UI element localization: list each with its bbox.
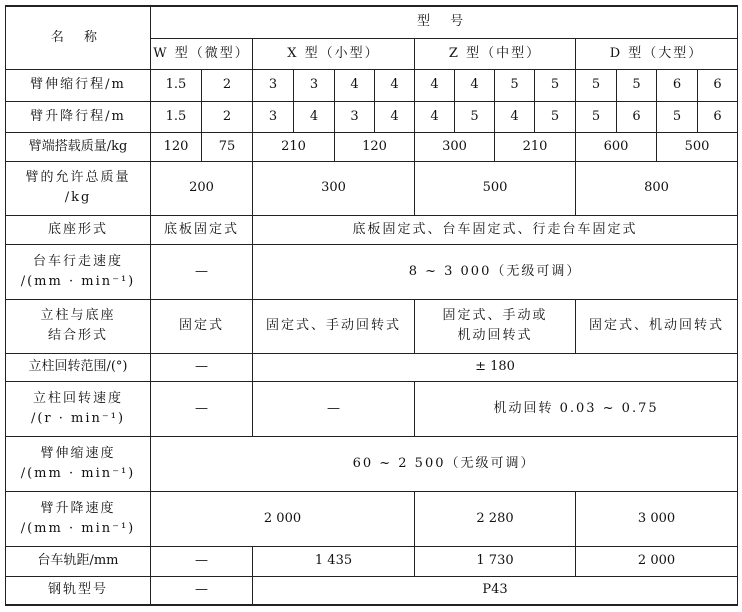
type-z-header: Z 型（中型） [415, 38, 576, 69]
row-label-line: 结合形式 [47, 328, 108, 343]
cell-line: 机动回转式 [457, 328, 533, 343]
row-label-line: 台车行走速度 [32, 253, 123, 269]
row-label: 立柱回转范围/(°) [6, 353, 151, 381]
row-column-speed [6, 381, 738, 436]
table-cell: — [151, 244, 253, 299]
model-header: 型 号 [151, 6, 738, 38]
table-cell: 4 [455, 69, 495, 101]
table-cell: 300 [253, 161, 415, 215]
table-cell: 800 [576, 161, 738, 215]
row-label-line: /(mm · min⁻¹) [20, 273, 136, 289]
table-cell: 210 [253, 132, 335, 161]
row-arm-lift-speed [6, 491, 738, 546]
table-cell: — [151, 576, 253, 605]
table-cell: 2 000 [151, 491, 415, 546]
row-label-line: 臂伸缩速度 [40, 445, 116, 461]
table-cell: 6 [617, 101, 657, 132]
row-label [6, 244, 151, 299]
manipulator-spec-table [5, 5, 738, 606]
row-arm-lift [6, 101, 738, 132]
table-cell: 5 [535, 69, 576, 101]
row-label-line: 立柱回转速度 [32, 390, 123, 406]
row-cart-speed [6, 244, 738, 299]
row-total-load [6, 161, 738, 215]
table-cell: 75 [202, 132, 253, 161]
table-cell: — [151, 353, 253, 381]
table-cell: 210 [495, 132, 576, 161]
name-header: 名 称 [6, 6, 151, 69]
table-cell: 3 [253, 101, 294, 132]
table-cell: 5 [657, 101, 698, 132]
table-cell: 600 [576, 132, 657, 161]
table-cell: 固定式 [151, 299, 253, 353]
row-label [6, 161, 151, 215]
table-cell: — [151, 546, 253, 576]
table-cell: 1.5 [151, 101, 202, 132]
row-end-load [6, 132, 738, 161]
table-cell: 2 [202, 69, 253, 101]
row-label [6, 491, 151, 546]
table-cell [415, 299, 576, 353]
table-cell: 4 [335, 69, 375, 101]
table-cell: — [253, 381, 415, 436]
table-cell: 6 [698, 69, 738, 101]
row-label [6, 299, 151, 353]
row-label-line: /(mm · min⁻¹) [20, 520, 136, 536]
table-cell: 4 [294, 101, 335, 132]
table-cell: — [151, 381, 253, 436]
table-cell: 60 ~ 2 500（无级可调） [151, 436, 738, 491]
row-base-type [6, 215, 738, 244]
table-cell: 5 [576, 101, 617, 132]
table-cell: 6 [657, 69, 698, 101]
table-cell: 1.5 [151, 69, 202, 101]
table-cell: 4 [415, 69, 455, 101]
table-cell: 5 [495, 69, 535, 101]
row-column-base [6, 299, 738, 353]
table-cell: 3 [335, 101, 375, 132]
row-column-range [6, 353, 738, 381]
row-label: 底座形式 [6, 215, 151, 244]
table-cell: ± 180 [253, 353, 738, 381]
table-cell: 300 [415, 132, 495, 161]
spec-table-wrapper [5, 5, 738, 606]
row-label: 臂伸缩行程/m [6, 69, 151, 101]
table-cell: 3 [253, 69, 294, 101]
row-label-line: 立柱与底座 [40, 308, 116, 323]
row-label-line: 臂升降速度 [40, 500, 116, 516]
row-label [6, 436, 151, 491]
type-w-header: W 型（微型） [151, 38, 253, 69]
table-cell: 200 [151, 161, 253, 215]
table-cell: 2 280 [415, 491, 576, 546]
table-cell: 6 [698, 101, 738, 132]
type-d-header: D 型（大型） [576, 38, 738, 69]
table-cell: 8 ~ 3 000（无级可调） [253, 244, 738, 299]
header-row-1 [6, 6, 738, 38]
table-cell: 3 000 [576, 491, 738, 546]
table-cell: 1 435 [253, 546, 415, 576]
table-cell: 底板固定式、台车固定式、行走台车固定式 [253, 215, 738, 244]
table-cell: 机动回转 0.03 ~ 0.75 [415, 381, 738, 436]
table-cell: 5 [455, 101, 495, 132]
table-cell: 5 [617, 69, 657, 101]
table-cell: 固定式、手动回转式 [253, 299, 415, 353]
table-cell: 2 000 [576, 546, 738, 576]
row-label-line: /(r · min⁻¹) [30, 410, 126, 426]
table-cell: 500 [415, 161, 576, 215]
table-cell: 底板固定式 [151, 215, 253, 244]
table-cell: 4 [375, 101, 415, 132]
cell-line: 固定式、手动或 [442, 308, 548, 323]
row-track-gauge [6, 546, 738, 576]
table-cell: 120 [151, 132, 202, 161]
row-label-line: 臂的允许总质量 [25, 170, 131, 185]
row-label: 台车轨距/mm [6, 546, 151, 576]
table-cell: 固定式、机动回转式 [576, 299, 738, 353]
type-x-header: X 型（小型） [253, 38, 415, 69]
row-label: 钢轨型号 [6, 576, 151, 605]
table-cell: 5 [535, 101, 576, 132]
row-label: 臂升降行程/m [6, 101, 151, 132]
table-cell: 120 [335, 132, 415, 161]
table-cell: 2 [202, 101, 253, 132]
table-cell: 3 [294, 69, 335, 101]
row-label: 臂端搭载质量/kg [6, 132, 151, 161]
table-cell: 500 [657, 132, 738, 161]
row-label-line: /(mm · min⁻¹) [20, 465, 136, 481]
table-cell: 4 [495, 101, 535, 132]
table-cell: 5 [576, 69, 617, 101]
table-cell: P43 [253, 576, 738, 605]
table-cell: 4 [375, 69, 415, 101]
row-label [6, 381, 151, 436]
row-rail-type [6, 576, 738, 605]
table-cell: 1 730 [415, 546, 576, 576]
table-cell: 4 [415, 101, 455, 132]
row-arm-stroke-speed [6, 436, 738, 491]
row-arm-stroke [6, 69, 738, 101]
row-label-line: /kg [64, 190, 92, 205]
